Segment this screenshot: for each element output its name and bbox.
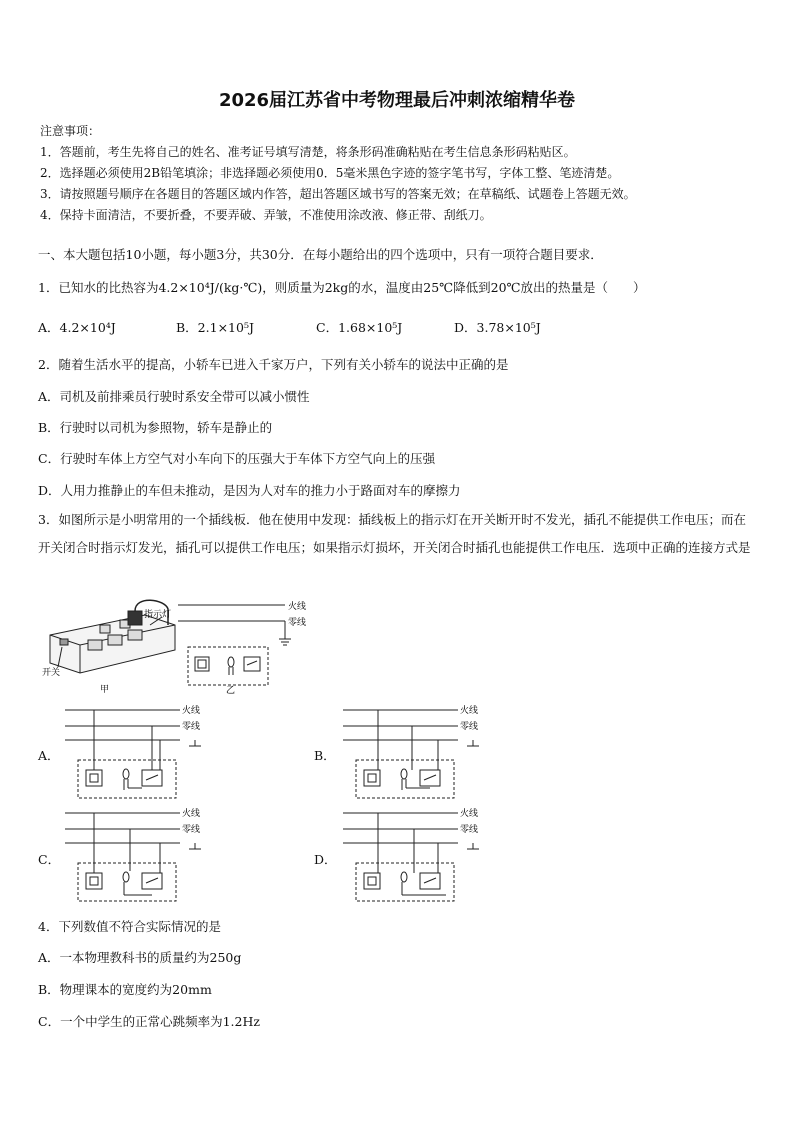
label-neutral: 零线 — [182, 825, 201, 835]
question-4-option-b: B．物理课本的宽度约为20mm — [38, 982, 212, 997]
label-indicator: 指示灯 — [144, 610, 172, 620]
question-4-option-c: C．一个中学生的正常心跳频率为1.2Hz — [38, 1014, 260, 1029]
section-heading: 一、本大题包括10小题，每小题3分，共30分．在每小题给出的四个选项中，只有一项符合题目要求． — [38, 247, 603, 262]
label-live: 火线 — [182, 809, 201, 819]
question-2-option-a: A．司机及前排乘员行驶时系安全带可以减小惯性 — [38, 389, 310, 404]
plug — [128, 611, 142, 625]
notice-item: 2．选择题必须使用2B铅笔填涂；非选择题必须使用0．5毫米黑色字迹的签字笔书写，字体工整、笔迹清楚。 — [40, 166, 620, 180]
question-1-option-d: D．3.78×10⁵J — [454, 320, 541, 335]
label-neutral: 零线 — [182, 722, 201, 732]
question-4-option-a: A．一本物理教科书的质量约为250g — [38, 950, 242, 965]
question-3-option-c: C． — [38, 852, 61, 867]
question-4-stem: 4．下列数值不符合实际情况的是 — [38, 919, 221, 934]
question-3-option-d: D． — [314, 852, 337, 867]
option-d-circuit — [338, 803, 498, 903]
question-2-stem: 2．随着生活水平的提高，小轿车已进入千家万户，下列有关小轿车的说法中正确的是 — [38, 357, 509, 372]
label-neutral: 零线 — [288, 618, 307, 628]
label-fig-b: 乙 — [226, 686, 236, 695]
notice-item: 1．答题前，考生先将自己的姓名、准考证号填写清楚，将条形码准确粘贴在考生信息条形码粘贴区。 — [40, 145, 576, 159]
question-1-option-a: A．4.2×10⁴J — [38, 320, 116, 335]
label-fig-a: 甲 — [100, 685, 110, 695]
notice-heading: 注意事项： — [40, 124, 101, 138]
question-3-option-b: B． — [314, 748, 336, 763]
label-neutral: 零线 — [460, 825, 479, 835]
question-2-option-d: D．人用力推静止的车但未推动，是因为人对车的推力小于路面对车的摩擦力 — [38, 483, 461, 498]
label-live: 火线 — [288, 602, 307, 612]
option-a-circuit — [60, 700, 220, 800]
question-3-option-a: A． — [38, 748, 60, 763]
question-2-option-c: C．行驶时车体上方空气对小车向下的压强大于车体下方空气向上的压强 — [38, 451, 436, 466]
option-c-circuit — [60, 803, 220, 903]
option-b-circuit — [338, 700, 498, 800]
question-3-stem: 3．如图所示是小明常用的一个插线板．他在使用中发现：插线板上的指示灯在开关断开时不发光，插孔不能提供工作电压；而在开关闭合时指示灯发光，插孔可以提供工作电压；如果指示灯损坏，开关闭合时插孔也能提供工作电压．选项中正确的连接方式是 — [38, 512, 751, 555]
label-live: 火线 — [182, 706, 201, 716]
page-title: 2026届江苏省中考物理最后冲刺浓缩精华卷 — [218, 90, 576, 111]
label-live: 火线 — [460, 706, 479, 716]
label-switch: 开关 — [42, 668, 61, 678]
question-1-option-c: C．1.68×10⁵J — [316, 320, 403, 335]
notice-item: 3．请按照题号顺序在各题目的答题区域内作答，超出答题区域书写的答案无效；在草稿纸、试题卷上答题无效。 — [40, 187, 636, 201]
question-2-option-b: B．行驶时以司机为参照物，轿车是静止的 — [38, 420, 273, 435]
switch — [60, 639, 68, 645]
question-1-option-b: B．2.1×10⁵J — [176, 320, 254, 335]
label-neutral: 零线 — [460, 722, 479, 732]
notice-item: 4．保持卡面清洁，不要折叠，不要弄破、弄皱，不准使用涂改液、修正带、刮纸刀。 — [40, 208, 492, 222]
label-live: 火线 — [460, 809, 479, 819]
question-3-figure — [30, 595, 350, 695]
question-1-stem: 1．已知水的比热容为4.2×10⁴J/(kg·℃)，则质量为2kg的水，温度由25℃降低到20℃放出的热量是（ ） — [38, 280, 646, 295]
